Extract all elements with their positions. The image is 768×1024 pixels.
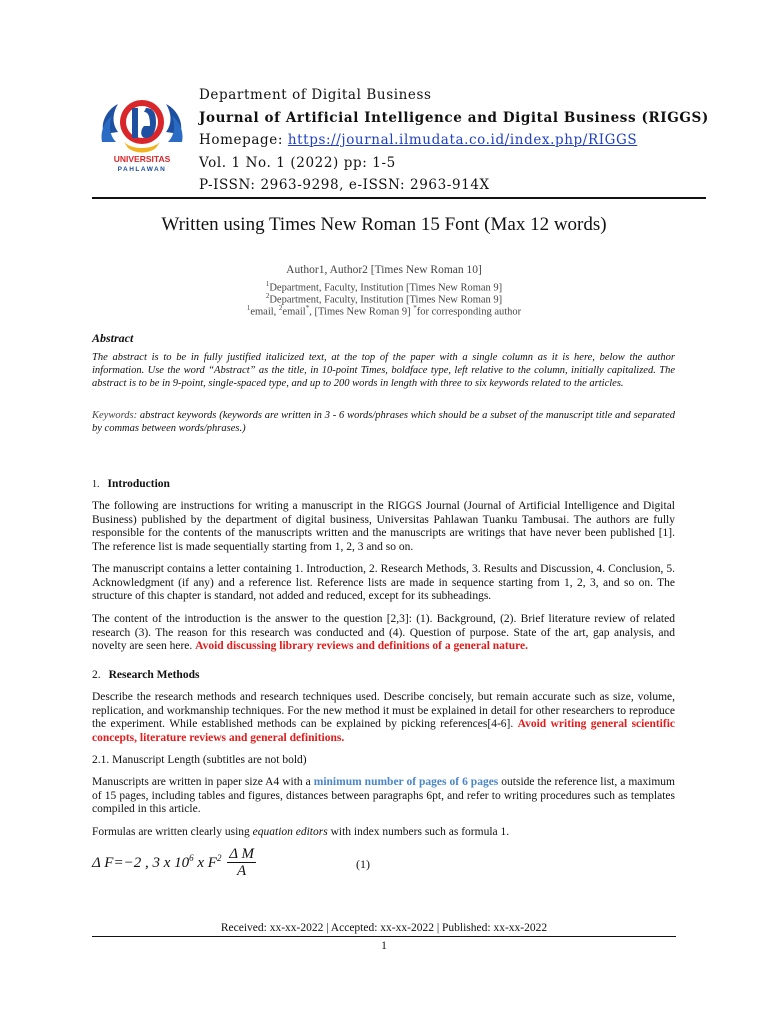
equation-left: Δ F=−2 , 3 x 10 [92,855,190,871]
section-title: Introduction [107,478,170,490]
affiliation-2-text: Department, Faculty, Institution [Times New Roman 9] [269,294,503,306]
university-logo [96,86,188,178]
homepage-link[interactable]: https://journal.ilmudata.co.id/index.php/RIGGS [287,132,638,148]
methods-paragraph-3 [92,826,675,840]
abstract-heading: Abstract [92,331,134,345]
email-line [0,304,768,318]
equation-fraction [227,846,256,879]
methods-paragraph-3-a: Formulas are written clearly using [92,826,253,838]
logo-text-1: UNIVERSITAS [113,154,171,164]
corresponding-note: for corresponding author [416,306,522,318]
section-title: Research Methods [108,669,200,681]
email-2: email [282,306,306,318]
logo-text-2: PAHLAWAN [117,166,167,173]
homepage-line [199,129,709,152]
methods-paragraph-2-a: Manuscripts are written in paper size A4 with a [92,776,314,788]
volume-info: Vol. 1 No. 1 (2022) pp: 1-5 [199,154,396,171]
equation-mid: x F [193,855,217,871]
intro-paragraph-2: The manuscript contains a letter containing 1. Introduction, 2. Research Methods, 3. Results and Discussion, 4. Conclusion, 5. Acknowledgment (if any) and a reference list. Reference lists are made in sequence starting from 1, 2, 3, and so on. The structure of this chapter is standard, not added and reduced, except for its subheadings. [92,563,675,603]
methods-paragraph-2 [92,776,675,817]
intro-paragraph-3-text: The content of the introduction is the answer to the question [2,3]: (1). Background, (2). Brief literature review of related research (3). The reason for this research was conducted and (4). Question of purpose. State of the art, gap analysis, and novelty are seen here. [92,613,675,653]
keywords-text: abstract keywords (keywords are written in 3 - 6 words/phrases which should be a subset of the manuscript title and separated by commas between words/phrases.) [92,410,675,434]
publication-dates: Received: xx-xx-2022 | Accepted: xx-xx-2022 | Published: xx-xx-2022 [220,922,548,934]
methods-paragraph-3-b: with index numbers such as formula 1. [327,826,510,838]
journal-header [0,0,768,200]
email-note: , [Times New Roman 9] [309,306,414,318]
equation-exponent: 6 [189,853,194,863]
author-list: Author1, Author2 [Times New Roman 10] [286,264,482,276]
footer-divider [92,936,676,937]
section-introduction-heading [92,478,170,490]
affiliation-1-sup: 1 [265,280,270,288]
equation-editors: equation editors [252,826,328,838]
journal-name: Journal of Artificial Intelligence and Digital Business (RIGGS) [199,109,709,126]
section-methods-heading [92,669,199,681]
equation-denominator: A [236,863,247,879]
header-divider [92,197,706,199]
email-sup-2: 2 [278,304,283,312]
equation-exponent-2: 2 [216,853,222,863]
equation-1 [92,846,256,879]
paper-title: Written using Times New Roman 15 Font (Max 12 words) [161,214,607,235]
equation-numerator: Δ M [229,846,254,862]
equation-number: (1) [356,857,370,871]
keywords-label: Keywords: [92,410,138,421]
intro-paragraph-3 [92,613,675,654]
keywords [92,410,675,436]
email-sup-1: 1 [246,304,251,312]
email-sup-4: * [413,304,417,312]
issn-info: P-ISSN: 2963-9298, e-ISSN: 2963-914X [199,177,490,193]
methods-paragraph-1-text: Describe the research methods and research techniques used. Describe concisely, but remain accurate such as size, volume, replication, and workmanship techniques. For the new method it must be explained in detail for other researchers to reproduce the experiment. While established methods can be explained by picking references[4-6]. [92,691,675,731]
section-number: 2. [92,669,101,681]
min-pages-note: minimum number of pages of 6 pages [313,776,499,788]
affiliation-2-sup: 2 [265,292,270,300]
abstract-text: The abstract is to be in fully justified italicized text, at the top of the paper with a single column as it is here, below the author information. Use the word “Abstract” as the title, in 10-point Times, boldface type, left relative to the column, initially capitalized. The abstract is to be in 9-point, single-spaced type, and up to 200 words in length with three to six keywords related to the articles. [92,352,675,389]
methods-warning: Avoid writing general scientific concepts, literature reviews and general definitions. [92,718,675,744]
email-sup-3: * [305,304,310,312]
intro-paragraph-1: The following are instructions for writing a manuscript in the RIGGS Journal (Journal of Artificial Intelligence and Digital Business) published by the department of digital business, Universitas Pahlawan Tuanku Tambusai. The authors are fully responsible for the contents of the manuscripts written and the manuscripts are writings that have never been published [1]. The reference list is made sequentially starting from 1, 2, 3 and so on. [92,500,675,553]
methods-paragraph-1 [92,691,675,745]
email-1: email, [250,306,279,318]
affiliation-1-text: Department, Faculty, Institution [Times New Roman 9] [269,282,503,294]
homepage-label: Homepage: [199,132,288,148]
methods-paragraph-2-b: outside the reference list, a maximum of 15 pages, including tables and figures, distances between paragraphs 6pt, and refer to writing procedures such as templates compiled in this article. [92,776,675,816]
journal-info [199,84,709,197]
department-name: Department of Digital Business [199,87,432,103]
intro-warning: Avoid discussing library reviews and definitions of a general nature. [195,640,529,653]
subsection-2-1-heading: 2.1. Manuscript Length (subtitles are not bold) [92,754,307,766]
section-number: 1. [92,479,100,490]
equation-lhs [92,853,221,872]
page-number: 1 [381,940,387,952]
